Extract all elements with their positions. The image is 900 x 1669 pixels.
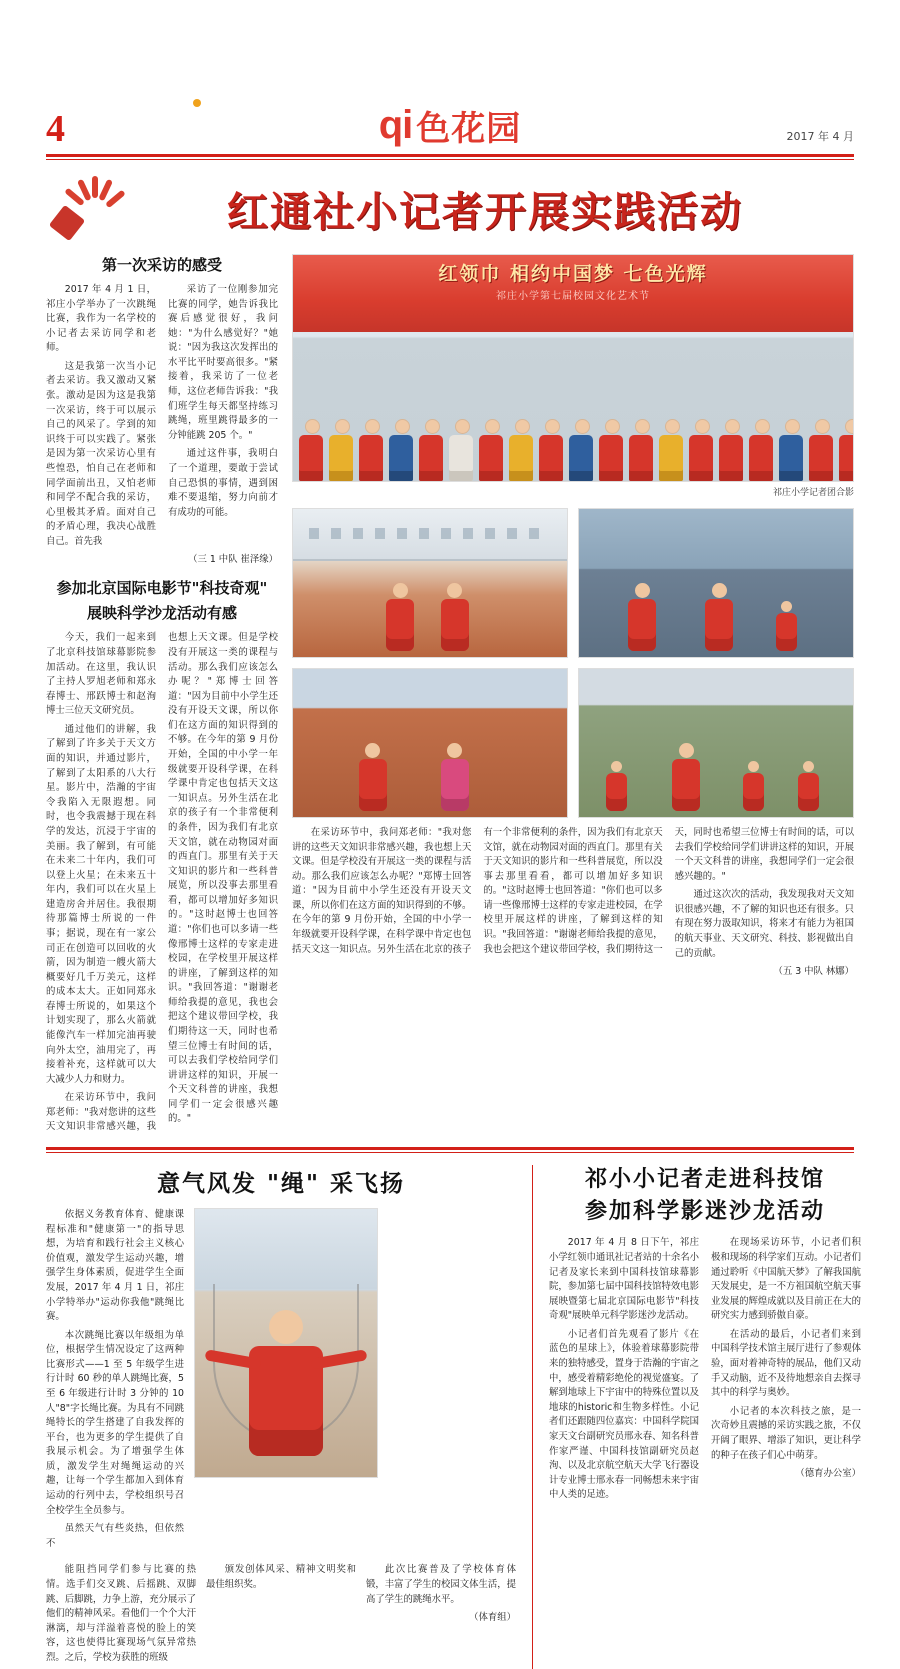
photo-column [292,254,854,1135]
byline-rope-skipping: （体育组） [469,1612,516,1624]
paragraph: 能阻挡同学们参与比赛的热情。选手们交叉跳、后摇跳、双脚跳、后脚跳，力争上游，充分展示了他们的精神风采。看他们一个个大汗淋漓，却与洋溢着喜悦的脸上的笑容，这也使得比赛现场气氛异常热烈。之后，学校为获胜的班级 [46,1564,197,1663]
paragraph: 虽然天气有些炎热，但依然不 [46,1523,184,1549]
paragraph: 本次跳绳比赛以年级组为单位，根据学生情况设定了这两种比赛形式——1 至 5 年级学生进行计时 60 秒的单人跳绳比赛，5 至 6 年级进行计时 3 分钟的 10 人"8"字长绳比赛。为具有不同跳绳特长的学生搭建了自我发挥的平台，也为更多的学生提供了自我展示机会。为了增强学生体质，激发学生对绳绳运动的兴趣，让每一个学生都加入到体育运动的行列中去，学校组织号召全校学生全员参与。 [46,1329,184,1516]
masthead-rule-thin [46,159,854,160]
left-column [46,254,278,1135]
logo-cn-text: 色花园 [416,109,522,149]
photo-kids-row [293,341,853,481]
section-rule-thick [46,1147,854,1150]
paragraph: 小记者的本次科技之旅，是一次奇妙且震撼的采访实践之旅，不仅开阔了眼界、增添了知识，更让科学的种子在孩子们心中萌芽。 [711,1405,862,1461]
masthead [46,0,854,148]
photo-jumping-student [249,1310,323,1456]
article-title-film-festival-line1: 参加北京国际电影节"科技奇观" [56,579,268,598]
photo-row-2 [292,668,854,818]
page-title: 红通社小记者开展实践活动 [227,187,743,236]
article-title-film-festival-line2: 展映科学沙龙活动有感 [86,604,237,623]
paragraph: 颁发创体风采、精神文明奖和最佳组织奖。 [206,1564,356,1590]
hero-photo-group-portrait [292,254,854,482]
article-science-museum [532,1165,861,1669]
paragraph: 这是我第一次当小记者去采访。我又激动又紧张。激动是因为这是我第一次采访，终于可以展示自己的风采了。学到的知识终于可以实践了。紧张是因为第一次采访心里有些惶恐，怕自己在老师和同学面前出丑，又怕老师和同学不配合我的采访，心里极其矛盾。面对自己的矛盾心理，我决心战胜自己。首先我 [46,360,156,547]
page-number: 4 [46,108,65,150]
paragraph: 此次比赛普及了学校体育体锻，丰富了学生的校园文体生活，提高了学生的跳绳水平。 [366,1564,517,1605]
paragraph: 通过这件事，我明白了一个道理，要敢于尝试自己恐惧的事情，遇到困难不要退缩，努力向前才有成功的可能。 [168,448,278,518]
byline-film-festival: （五 3 中队 林娜） [773,966,854,978]
article-lower-columns [46,1563,516,1669]
photo-row-1 [292,508,854,658]
article-title-first-interview: 第一次采访的感受 [101,256,222,274]
byline-science-museum: （德育办公室） [795,1468,861,1480]
paragraph: 依据义务教育体育、健康课程标准和"健康第一"的指导思想，为培育和践行社会主义核心价值观，激发学生运动兴趣，增强学生身体素质，促进学生全面发展，2017 年 4 月 1 日，祁庄小学特举办"运动你我他"跳绳比赛。 [46,1209,184,1323]
byline-first-interview: （三 1 中队 崔泽缘） [188,554,278,566]
article-column [46,1208,184,1555]
photo-students-writing [578,508,854,658]
article-rope-skipping [46,1165,516,1669]
logo-dot-icon [193,99,201,107]
issue-date: 2017 年 4 月 [786,130,854,143]
paragraph: 小记者们首先观看了影片《在蓝色的星球上》，体验着球幕影院带来的独特感受，置身于浩瀚的宇宙之中，感受着精彩绝伦的视觉盛宴。了解到地球上下宇宙中的特殊位置以及地球的historic和生物多样性。小记者们还跟随四位嘉宾：中国科学院国家天文台副研究员邢永春、知名科普作家严谨、中国科技馆副研究员赵洵、以及北京航空航天大学飞行器设计专业博士邢永春一同畅想未来宇宙中人类的足迹。 [549,1328,700,1501]
masthead-rule-thick [46,154,854,157]
hero-photo-caption: 祁庄小学记者团合影 [772,488,854,498]
article-title-rope-skipping: 意气风发 "绳" 采飞扬 [157,1171,405,1198]
article-title-science-museum-line2: 参加科学影迷沙龙活动 [584,1198,825,1224]
logo-latin-text: qi [378,103,413,147]
article-column [549,1236,699,1506]
publication-logo [166,101,734,150]
article-title-science-museum-line1: 祁小小记者走进科技馆 [584,1167,825,1193]
photo-rope-skipping [194,1208,378,1478]
top-section [46,254,854,1135]
photo-banner-text: 红领巾 相约中国梦 七色光辉 [438,263,708,285]
article-column [711,1236,861,1506]
photo-interview-on-track [292,508,568,658]
photo-two-students-talking [292,668,568,818]
article-column [206,1563,356,1669]
photo-banner-subtext: 祁庄小学第七届校园文化艺术节 [496,291,650,302]
paragraph: 采访了一位刚参加完比赛的同学，她告诉我比赛后感觉很好，我问她："为什么感觉好？"她说："因为我这次发挥出的水平比平时要高很多。"紧接着，我采访了一位老师，这位老师告诉我："我们班学生每天都坚持练习跳绳，班里跳得最多的一分钟能跳 205 个。" [168,284,278,441]
headline-row [46,176,854,240]
paragraph: 在采访环节中，我问郑老师："我对您讲的这些天文知识非常感兴趣，我也想上天文课。但是学校没有开展这一类的课程与活动。那么我们应该怎么办呢？"郑博士回答道："因为目前中小学生还没有开设天文课，所以你们在这方面的知识得到的不够。在今年的第 9 月份开始，全国的中小学一年级就要开设科学课，在科学课中肯定也包括天文这一知识点。另外生活在北京的孩子有一个非常便利的条件，因为我们有北京天文馆，就在动物园对面的西直门。那里有关于天文知识的影片和一些科普展览，所以没事去那里看看，都可以增加好多知识的。"这时赵博士也回答道："你们也可以多请一些像邢博士这样的专家走进校园，在学校里开展这样的讲座，了解到这样的知识。"我回答道："谢谢老师给我提的意见，我也会把这个建议带回学校，我们期待这一天，同时也希望三位博士有时间的话，可以去我们学校给同学们讲讲这样的知识，开展一个天文科普的讲座，我想同学们一定会很感兴趣的。" [46,632,278,1133]
article-body-film-festival-cont [292,826,854,961]
section-rule-thin [46,1152,854,1153]
paragraph: 通过这次次的活动，我发现我对天文知识很感兴趣，不了解的知识也还有很多。只有现在努力汲取知识，将来才有能力为祖国的航天事业、天文研究、科技、影视做出自己的贡献。 [674,889,854,959]
photo-group-interview [578,668,854,818]
paragraph: 在活动的最后，小记者们来到中国科学技术馆主展厅进行了参观体验，面对着神奇特的展品，他们又动手又动脑，近不及待地想亲自去探寻其中的科学与奥妙。 [711,1328,862,1399]
bottom-section [46,1165,862,1669]
article-column [366,1563,516,1669]
paragraph: 通过他们的讲解，我了解到了许多关于天文方面的知识，并通过影片，了解到了太阳系的八大行星。影片中，浩瀚的宇宙令我陷入无限遐想。同时，也令我震撼于现在科学的发达，沉浸于宇宙的美丽。我了解到，有可能在未来二十年内，我们可以登上火星；在未来五十年内，我们可以在火星上建造房舍并居住。我很期待那篇博士所说的一件事；据说，现在有一家公司正在创造可以回收的火箭，因为制造一艘火箭大概要好几千万美元，这样的成本太大。正如同郑永春博士所说的，如果这个计划实现了，那么火箭就能像汽车一样加完油再驶向外太空，油用完了，再接着补充，这样就可以大大减少人力和财力。 [46,723,156,1085]
article-body-first-interview [46,283,278,549]
paragraph: 今天，我们一起来到了北京科技馆球幕影院参加活动。在这里，我认识了主持人罗旭老师和郑永春博士、邢跃博士和赵洵博士三位天文研究员。 [46,632,156,717]
article-column [46,1563,196,1669]
paragraph: 2017 年 4 月 1 日，祁庄小学举办了一次跳绳比赛，我作为一名学校的小记者去采访同学和老师。 [46,284,156,354]
article-body-film-festival [46,631,278,1135]
firework-icon [46,176,126,240]
paragraph: 2017 年 4 月 8 日下午，祁庄小学红领巾通讯社记者站的十余名小记者及家长来到中国科技馆球幕影院，参加第七届中国科技馆特效电影展映暨第七届北京国际电影节"科技奇观"展映单元科学影迷沙龙活动。 [549,1237,700,1322]
paragraph: 在现场采访环节，小记者们积极和现场的科学家们互动。小记者们通过聆听《中国航天梦》了解我国航天发展史，是一不方祖国航空航天事业发展的辉煌成就以及目前正在大的研究实力感到骄傲自豪。 [711,1237,862,1322]
paragraph: 在采访环节中，我问郑老师："我对您讲的这些天文知识非常感兴趣，我也想上天文课。但是学校没有开展这一类的课程与活动。那么我们应该怎么办呢？"郑博士回答道："因为目前中小学生还没有开设天文课，所以你们在这方面的知识得到的不够。在今年的第 9 月份开始，全国的中小学一年级就要开设科学课，在科学课中肯定也包括天文这一知识点。另外生活在北京的孩子有一个非常便利的条件，因为我们有北京天文馆，就在动物园对面的西直门。那里有关于天文知识的影片和一些科普展览，所以没事去那里看看，都可以增加好多知识的。"这时赵博士也回答道："你们也可以多请一些像邢博士这样的专家走进校园，在学校里开展这样的讲座，了解到这样的知识。"我回答道："谢谢老师给我提的意见，我也会把这个建议带回学校，我们期待这一天，同时也希望三位博士有时间的话，可以去我们学校给同学们讲讲这样的知识，开展一个天文科普的讲座，我想同学们一定会很感兴趣的。" [292,827,854,955]
